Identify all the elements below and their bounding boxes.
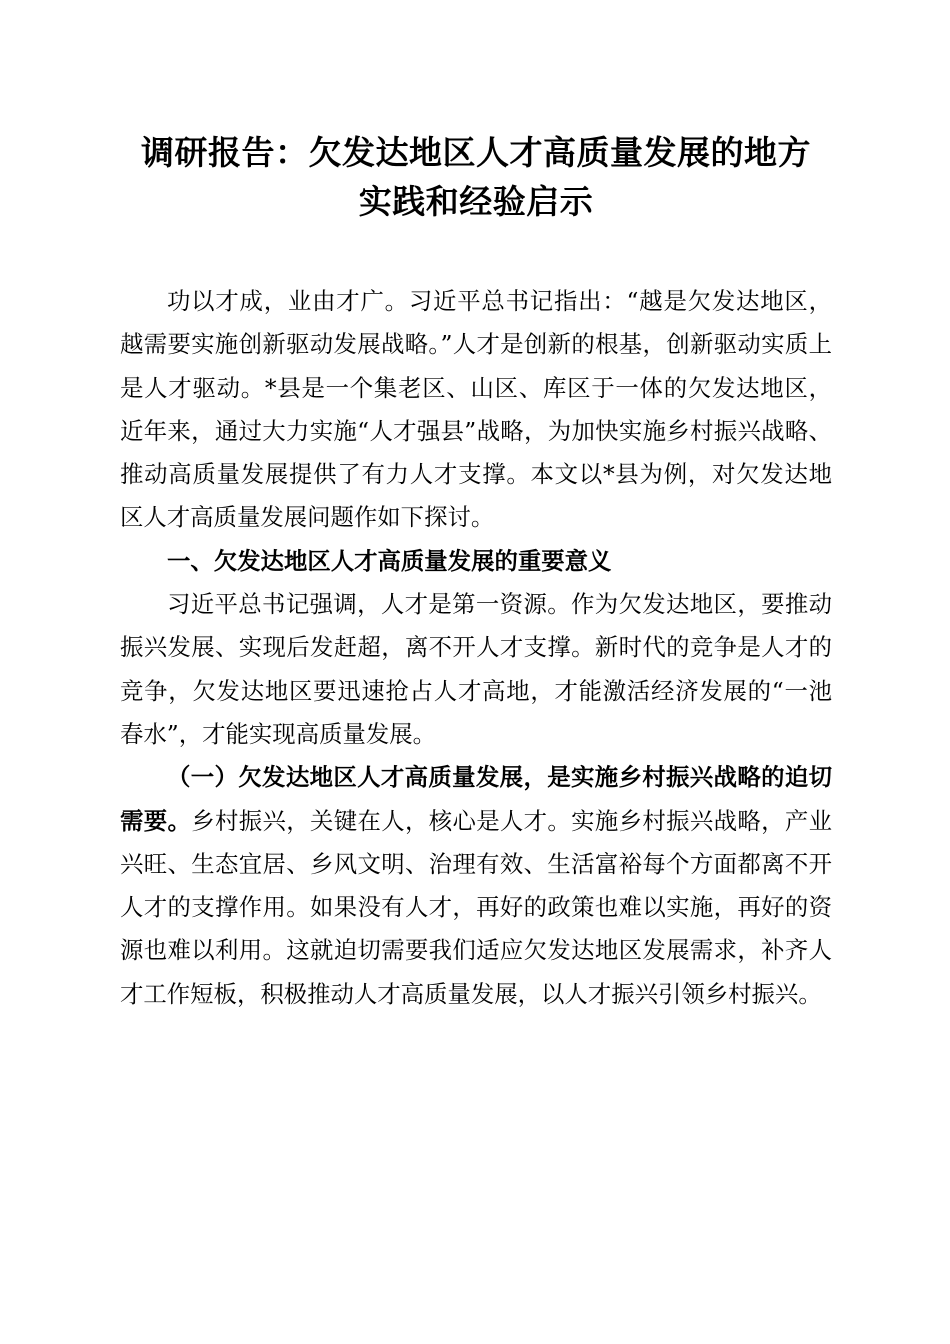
title-line-2: 实践和经验启示 [358, 182, 594, 221]
section-heading-1: 一、欠发达地区人才高质量发展的重要意义 [167, 546, 612, 575]
section-1-paragraph: 习近平总书记强调，人才是第一资源。作为欠发达地区，要推动振兴发展、实现后发赶超，离不开人才支撑。新时代的竞争是人才的竞争，欠发达地区要迅速抢占人才高地，才能激活经济发展的“一池春水”，才能实现高质量发展。 [120, 590, 832, 748]
document-page [120, 128, 832, 1016]
document-title [120, 128, 832, 226]
document-body [120, 280, 832, 1016]
subsection-1-text: 乡村振兴，关键在人，核心是人才。实施乡村振兴战略，产业兴旺、生态宜居、乡风文明、治理有效、生活富裕每个方面都离不开人才的支撑作用。如果没有人才，再好的政策也难以实施，再好的资源也难以利用。这就迫切需要我们适应欠发达地区发展需求，补齐人才工作短板，积极推动人才高质量发展，以人才振兴引领乡村振兴。 [120, 806, 833, 1008]
title-line-1: 调研报告：欠发达地区人才高质量发展的地方 [141, 133, 811, 172]
subsection-1-paragraph [120, 756, 832, 1016]
intro-paragraph: 功以才成，业由才广。习近平总书记指出：“越是欠发达地区，越需要实施创新驱动发展战略。”人才是创新的根基，创新驱动实质上是人才驱动。*县是一个集老区、山区、库区于一体的欠发达地区，近年来，通过大力实施“人才强县”战略，为加快实施乡村振兴战略、推动高质量发展提供了有力人才支撑。本文以*县为例，对欠发达地区人才高质量发展问题作如下探讨。 [120, 287, 832, 532]
subsection-1-lead: （一）欠发达地区人才高质量发展，是实施乡村振兴战略的迫切需要。 [120, 763, 832, 835]
